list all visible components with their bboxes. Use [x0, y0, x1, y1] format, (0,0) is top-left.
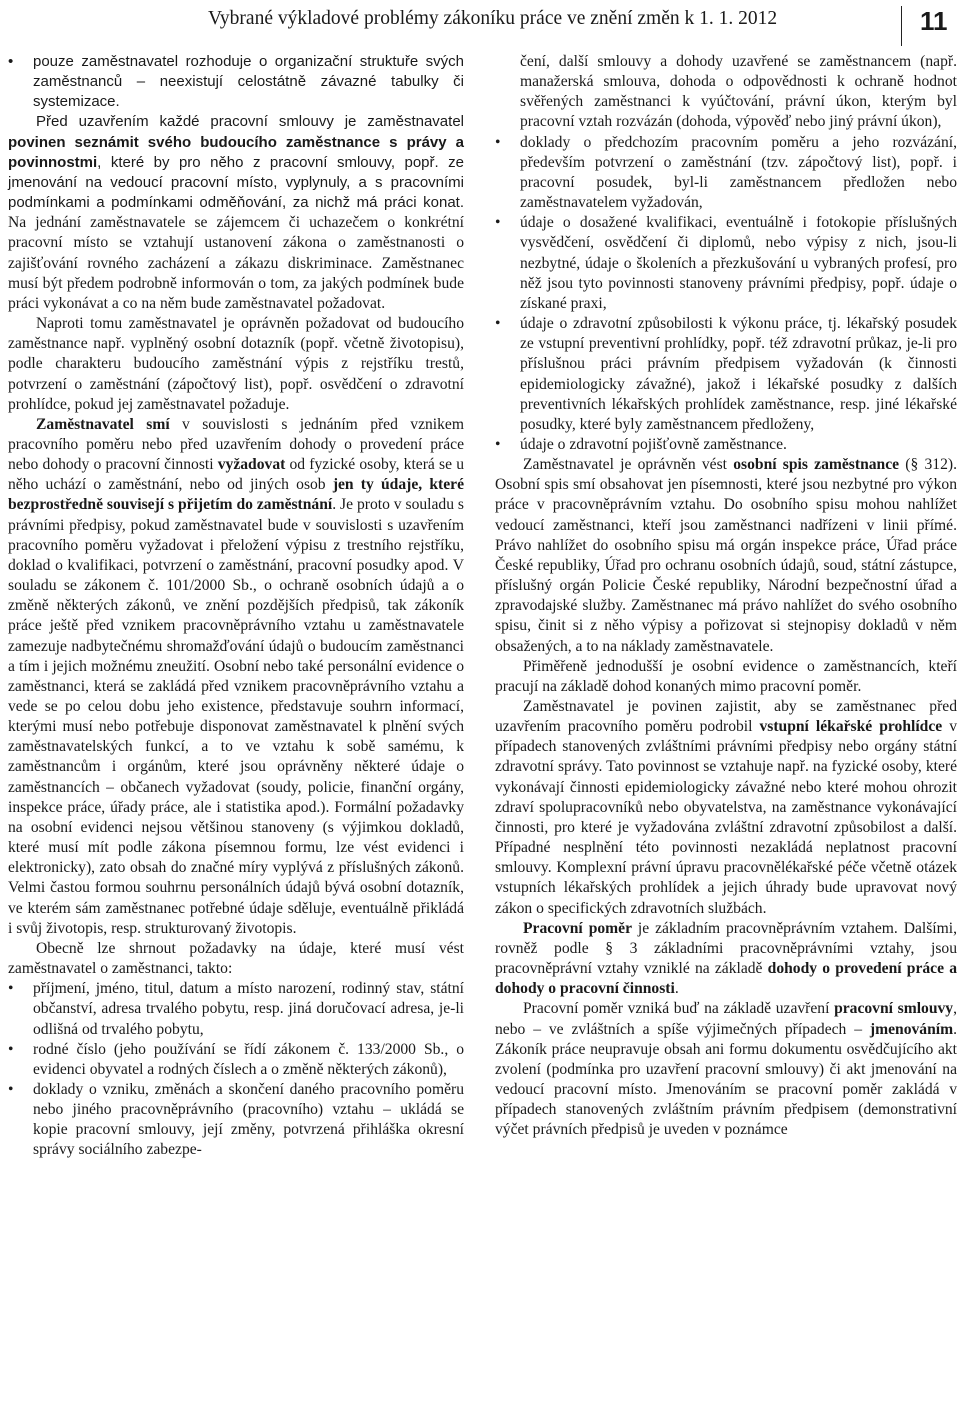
- text: Na jednání zaměstnavatele se zájemcem či uchazečem o konkrétní pracovní místo se vztahují ustanovení zákona o zaměstnanosti o zajišťování rovného zacházení a zákazu diskriminace. Zaměstnanec musí být předem podrobně informován o tom, za jakých podmínek bude práci vykonávat a co na něm bude zaměstnavatel požadovat.: [8, 214, 464, 312]
- text: je základním pracovněprávním vztahem. Dalšími, rovněž podle § 3 základními pracovněprávními vztahy, jsou pracovněprávní vztahy vzniklé na základě: [495, 919, 957, 978]
- paragraph: Naproti tomu zaměstnavatel je oprávněn požadovat od budoucího zaměstnance např. vyplněný osobní dotazník (popř. včetně životopisu), podle charakteru budoucího zaměstnání výpis z rejstříku trestů, potvrzení o zaměstnání (zápočtový list), popř. osvědčení o zdravotní prohlídce, pokud jej zaměstnavatel požaduje.: [8, 315, 464, 413]
- text: Zaměstnavatel je oprávněn vést: [523, 456, 734, 474]
- header-divider: [901, 6, 902, 46]
- list-item: • pouze zaměstnavatel rozhoduje o organizační struktuře svých zaměstnanců – neexistují celostátně závazné tabulky či systemizace.: [8, 52, 464, 112]
- paragraph: [495, 455, 957, 657]
- bold-text: dohody o provedení práce a dohody o pracovní činnosti: [495, 960, 957, 998]
- paragraph: [8, 112, 464, 314]
- list-item: • příjmení, jméno, titul, datum a místo narození, rodinný stav, státní občanství, adresa trvalého pobytu, resp. jiná doručovací adresa, je-li odlišná od trvalého pobytu,: [8, 979, 464, 1039]
- text: . Zákoník práce neupravuje obsah ani formu dokumentu osvědčujícího akt zvolení (podmínka pro uzavření pracovní smlouvy) či akt jmenování na vedoucí pracovní místo. Jmenováním se pracovní poměr zakládá v případech stanovených zvláštním právním předpisem (demonstrativní výčet právních předpisů je uveden v poznámce: [495, 1020, 957, 1139]
- paragraph: Přiměřeně jednodušší je osobní evidence o zaměstnancích, kteří pracují na základě dohod konaných mimo pracovní poměr.: [495, 657, 957, 695]
- paragraph: [8, 415, 464, 939]
- text: (§ 312). Osobní spis smí obsahovat jen písemnosti, které jsou nezbytné pro výkon práce v pracovněprávním vztahu. Do osobního spisu mohou nahlížet vedoucí zaměstnanci, kteří jsou zaměstnanci nadřízeni v linii přímé. Právo nahlížet do osobního spisu má orgán inspekce práce, Úřad práce České republiky, Úřad pro ochranu osobních údajů, soud, státní zástupce, příslušný orgán Policie České republiky, Národní bezpečnostní úřad a zpravodajské služby. Zaměstnanec má právo nahlížet do svého osobního spisu, činit si z něho výpisy a pořizovat si stejnopisy dokladů v něm obsažených, a to na náklady zaměstnavatele.: [495, 456, 957, 655]
- text: , které by pro něho z pracovní smlouvy, popř. ze jmenování na vedoucí pracovní místo, vyplynuly, a s pracovními podmínkami a podmínkami odměňování, za nichž má práci konat.: [8, 153, 464, 212]
- page-number: 11: [920, 6, 948, 36]
- text: v souvislosti s jednáním před vznikem pracovního poměru nebo před uzavřením dohody o provedení práce nebo dohody o pracovní činnosti: [8, 415, 464, 474]
- paragraph: [495, 999, 957, 1140]
- list-item-continued: čení, další smlouvy a dohody uzavřené se zaměstnancem (např. manažerská smlouva, dohoda o odpovědnosti k ochraně hodnot svěřených zaměstnanci k vyúčtování, právní úkon, kterým byl pracovní vztah rozvázán (dohoda, výpověď nebo jiný právní úkon),: [520, 53, 957, 131]
- text: .: [674, 980, 679, 998]
- list-item: • údaje o zdravotní způsobilosti k výkonu práce, tj. lékařský posudek ze vstupní preventivní prohlídky, popř. též zdravotní průkaz, je-li pro příslušnou práci právním předpisem vyžadován (k činnosti epidemiologicky závažné), jakož i lékařské posudky z dalších preventivních lékařských prohlídek zaměstnance, resp. jiné lékařské posudky, které byly zaměstnancem předloženy,: [495, 314, 957, 435]
- bold-text: jen ty údaje, které bezprostředně souvisejí s přijetím do zaměstnání: [8, 476, 464, 514]
- bold-text: Zaměstnavatel smí: [36, 415, 170, 433]
- paragraph: Obecně lze shrnout požadavky na údaje, které musí vést zaměstnavatel o zaměstnanci, takto:: [8, 939, 464, 978]
- bold-text: vyžadovat: [217, 456, 286, 474]
- bold-text: Pracovní poměr: [523, 919, 632, 937]
- text: v případech stanovených zvláštními právními předpisy nebo orgány státní zdravotní správy. Tato povinnost se vztahuje např. na fyzické osoby, které vykonávají činnosti epidemiologicky závažné nebo které mohou ohrozit zdraví spolupracovníků nebo obyvatelstva, na zaměstnance vykonávající činnosti, pro které je vyžadována zvláštní zdravotní způsobilost a další. Případné nesplnění této povinnosti nezakládá neplatnost pracovní smlouvy. Komplexní právní úpravu pracovnělékařské péče včetně otázek vstupních lékařských prohlídek a jejich úhrady bude upravovat nový zákon o specifických zdravotních službách.: [495, 718, 957, 917]
- list-item: • rodné číslo (jeho používání se řídí zákonem č. 133/2000 Sb., o evidenci obyvatel a rodných číslech a o změně některých zákonů),: [8, 1040, 464, 1080]
- text: , nebo – ve zvláštních a spíše výjimečných případech –: [495, 1000, 957, 1038]
- bold-text: povinen seznámit svého budoucího zaměstnance s právy a povinnostmi: [8, 133, 464, 171]
- running-header-title: Vybrané výkladové problémy zákoníku práce ve znění změn k 1. 1. 2012: [208, 8, 778, 29]
- bold-text: vstupní lékařské prohlídce: [759, 718, 943, 736]
- list-item: • údaje o dosažené kvalifikaci, eventuálně i fotokopie příslušných vysvědčení, osvědčení či diplomů, nebo výpisy z nich, jsou-li nezbytné, údaje o školeních a přezkušování u vybraných profesí, pro něž jsou tyto povinnosti stanoveny právními předpisy, popř. údaje o získané praxi,: [495, 213, 957, 314]
- list-item: • údaje o zdravotní pojišťovně zaměstnance.: [495, 435, 957, 455]
- paragraph: [495, 697, 957, 919]
- list-item: • doklady o předchozím pracovním poměru a jeho rozvázání, především potvrzení o zaměstnání (tzv. zápočtový list), popř. i pracovní posudek, byl-li zaměstnancem předložen nebo zaměstnavatelem vyžadován,: [495, 133, 957, 214]
- running-header: [0, 6, 960, 42]
- paragraph: [495, 919, 957, 1000]
- list-item: • doklady o vzniku, změnách a skončení daného pracovního poměru nebo jiného pracovněprávního (pracovního) vztahu – ukládá se kopie pracovní smlouvy, její změny, potvrzená přihláška okresní správy sociálního zabezpe-: [8, 1080, 464, 1161]
- right-column: [495, 52, 957, 1140]
- bold-text: osobní spis zaměstnance: [733, 456, 900, 474]
- bold-text: jmenováním: [869, 1020, 954, 1038]
- text: Pracovní poměr vzniká buď na základě uzavření: [523, 1000, 835, 1018]
- bullet-list: [495, 52, 957, 455]
- left-column: [8, 52, 464, 1161]
- text: od fyzické osoby, která se u něho uchází o zaměstnání, nebo od jiných osob: [8, 456, 464, 494]
- text: Zaměstnavatel je povinen zajistit, aby se zaměstnanec před uzavřením pracovního poměru podrobil: [495, 698, 957, 736]
- bold-text: pracovní smlouvy: [834, 1000, 954, 1018]
- bullet-list-continued: [8, 52, 464, 112]
- text: . Je proto v souladu s právními předpisy, pokud zaměstnavatel bude v souvislosti s uzavřením pracovního poměru vyžadovat i přeložení výpisu z trestního rejstříku, doklad o kvalifikaci, potvrzení o zaměstnání, pracovní posudky apod. V souladu se zákonem č. 101/2000 Sb., o ochraně osobních údajů a o změně některých zákonů, ve znění pozdějších předpisů, tak zákoník práce ještě před vznikem pracovněprávního vztahu u zaměstnavatele zamezuje nadbytečnému shromažďování údajů o budoucím zaměstnanci a tím i jejich možnému zneužití. Osobní nebo také personální evidence o zaměstnanci, která se zakládá před vznikem pracovněprávního vztahu a vede se po celou dobu jeho existence, představuje souhrn informací, kterými musí nebo potřebuje disponovat zaměstnavatel k plnění svých zaměstnavatelských funkcí, a to ve vztahu k sobě samému, k zaměstnancům i orgánům, které jsou oprávněny některé údaje o zaměstnancích – občanech vyžadovat (soudy, policie, finanční orgány, inspekce práce, úřady práce, ale i statistika apod.). Formální požadavky na osobní evidenci nejsou většinou stanoveny (s výjimkou dokladů, které musí mít podle zákona písemnou formu, lze vést evidenci i elektronicky), zato obsah do značné míry vyplývá z příslušných zákonů. Velmi častou formou souhrnu personálních údajů bývá osobní dotazník, ve kterém sám zaměstnanec potřebné údaje sděluje, eventuálně přikládá i svůj životopis, resp. strukturovaný životopis.: [8, 496, 464, 937]
- bullet-list: [8, 979, 464, 1160]
- text: Před uzavřením každé pracovní smlouvy je zaměstnavatel: [36, 113, 464, 131]
